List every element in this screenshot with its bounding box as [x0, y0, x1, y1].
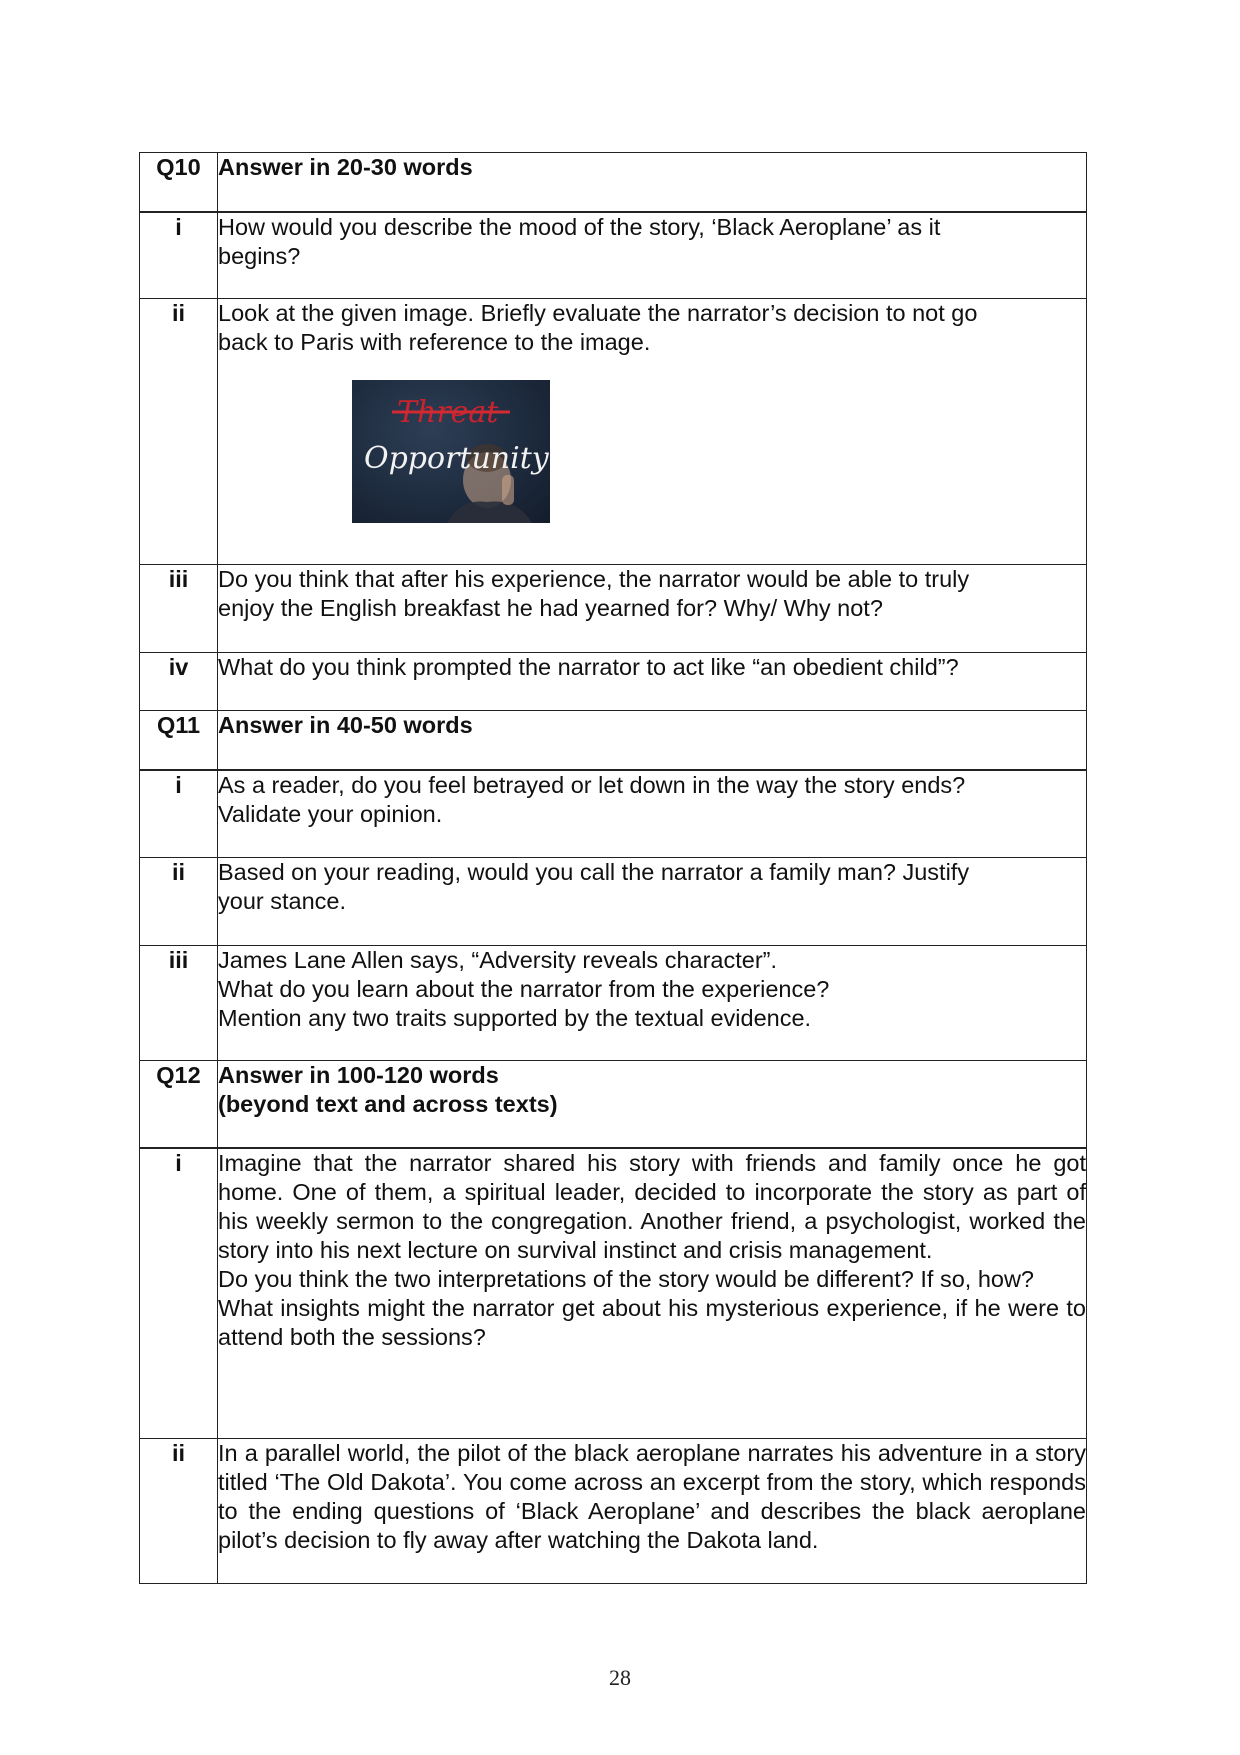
question-number: iv [140, 653, 218, 711]
question-row [140, 770, 1087, 858]
question-row [140, 858, 1087, 946]
crossed-word: Threat [397, 395, 499, 430]
section-heading: Answer in 20-30 words [218, 153, 1087, 212]
threat-opportunity-image [352, 380, 550, 523]
question-number: iii [140, 565, 218, 653]
question-text: How would you describe the mood of the story, ‘Black Aeroplane’ as it begins? [218, 212, 1087, 299]
question-text: In a parallel world, the pilot of the black aeroplane narrates his adventure in a story titled ‘The Old Dakota’. You come across an excerpt from the story, which responds to the ending questions of ‘Black Aeroplane’ and describes the black aeroplane pilot’s decision to fly away after watching the Dakota land. [218, 1439, 1087, 1584]
question-number: i [140, 212, 218, 299]
question-text: Do you think that after his experience, the narrator would be able to truly enjoy the English breakfast he had yearned for? Why/ Why not? [218, 565, 1087, 653]
question-row [140, 299, 1087, 565]
question-number: i [140, 770, 218, 858]
section-header-q10 [140, 153, 1087, 212]
section-number: Q12 [140, 1061, 218, 1148]
question-text: Look at the given image. Briefly evaluate the narrator’s decision to not go back to Paris with reference to the image. Threat Opportunity [218, 299, 1087, 565]
section-heading: Answer in 40-50 words [218, 711, 1087, 770]
question-text: Imagine that the narrator shared his story with friends and family once he got home. One of them, a spiritual leader, decided to incorporate the story as part of his weekly sermon to the congregation. Another friend, a psychologist, worked the story into his next lecture on survival instinct and crisis management. Do you think the two interpretations of the story would be different? If so, how? What insights might the narrator get about his mysterious experience, if he were to attend both the sessions? [218, 1148, 1087, 1439]
question-text: What do you think prompted the narrator to act like “an obedient child”? [218, 653, 1087, 711]
question-row [140, 653, 1087, 711]
section-number: Q11 [140, 711, 218, 770]
question-table [139, 152, 1087, 1584]
question-text: James Lane Allen says, “Adversity reveals character”. What do you learn about the narrator from the experience? Mention any two traits supported by the textual evidence. [218, 946, 1087, 1061]
question-row [140, 565, 1087, 653]
question-number: ii [140, 1439, 218, 1584]
section-number: Q10 [140, 153, 218, 212]
question-row [140, 946, 1087, 1061]
section-heading: Answer in 100-120 words (beyond text and across texts) [218, 1061, 1087, 1148]
question-text: As a reader, do you feel betrayed or let down in the way the story ends? Validate your opinion. [218, 770, 1087, 858]
question-number: iii [140, 946, 218, 1061]
question-row [140, 1148, 1087, 1439]
question-row [140, 212, 1087, 299]
section-header-q11 [140, 711, 1087, 770]
question-text: Based on your reading, would you call the narrator a family man? Justify your stance. [218, 858, 1087, 946]
question-number: ii [140, 858, 218, 946]
question-number: i [140, 1148, 218, 1439]
question-row [140, 1439, 1087, 1584]
highlight-word: Opportunity [364, 441, 549, 476]
section-header-q12 [140, 1061, 1087, 1148]
question-number: ii [140, 299, 218, 565]
page-number: 28 [609, 1665, 631, 1690]
